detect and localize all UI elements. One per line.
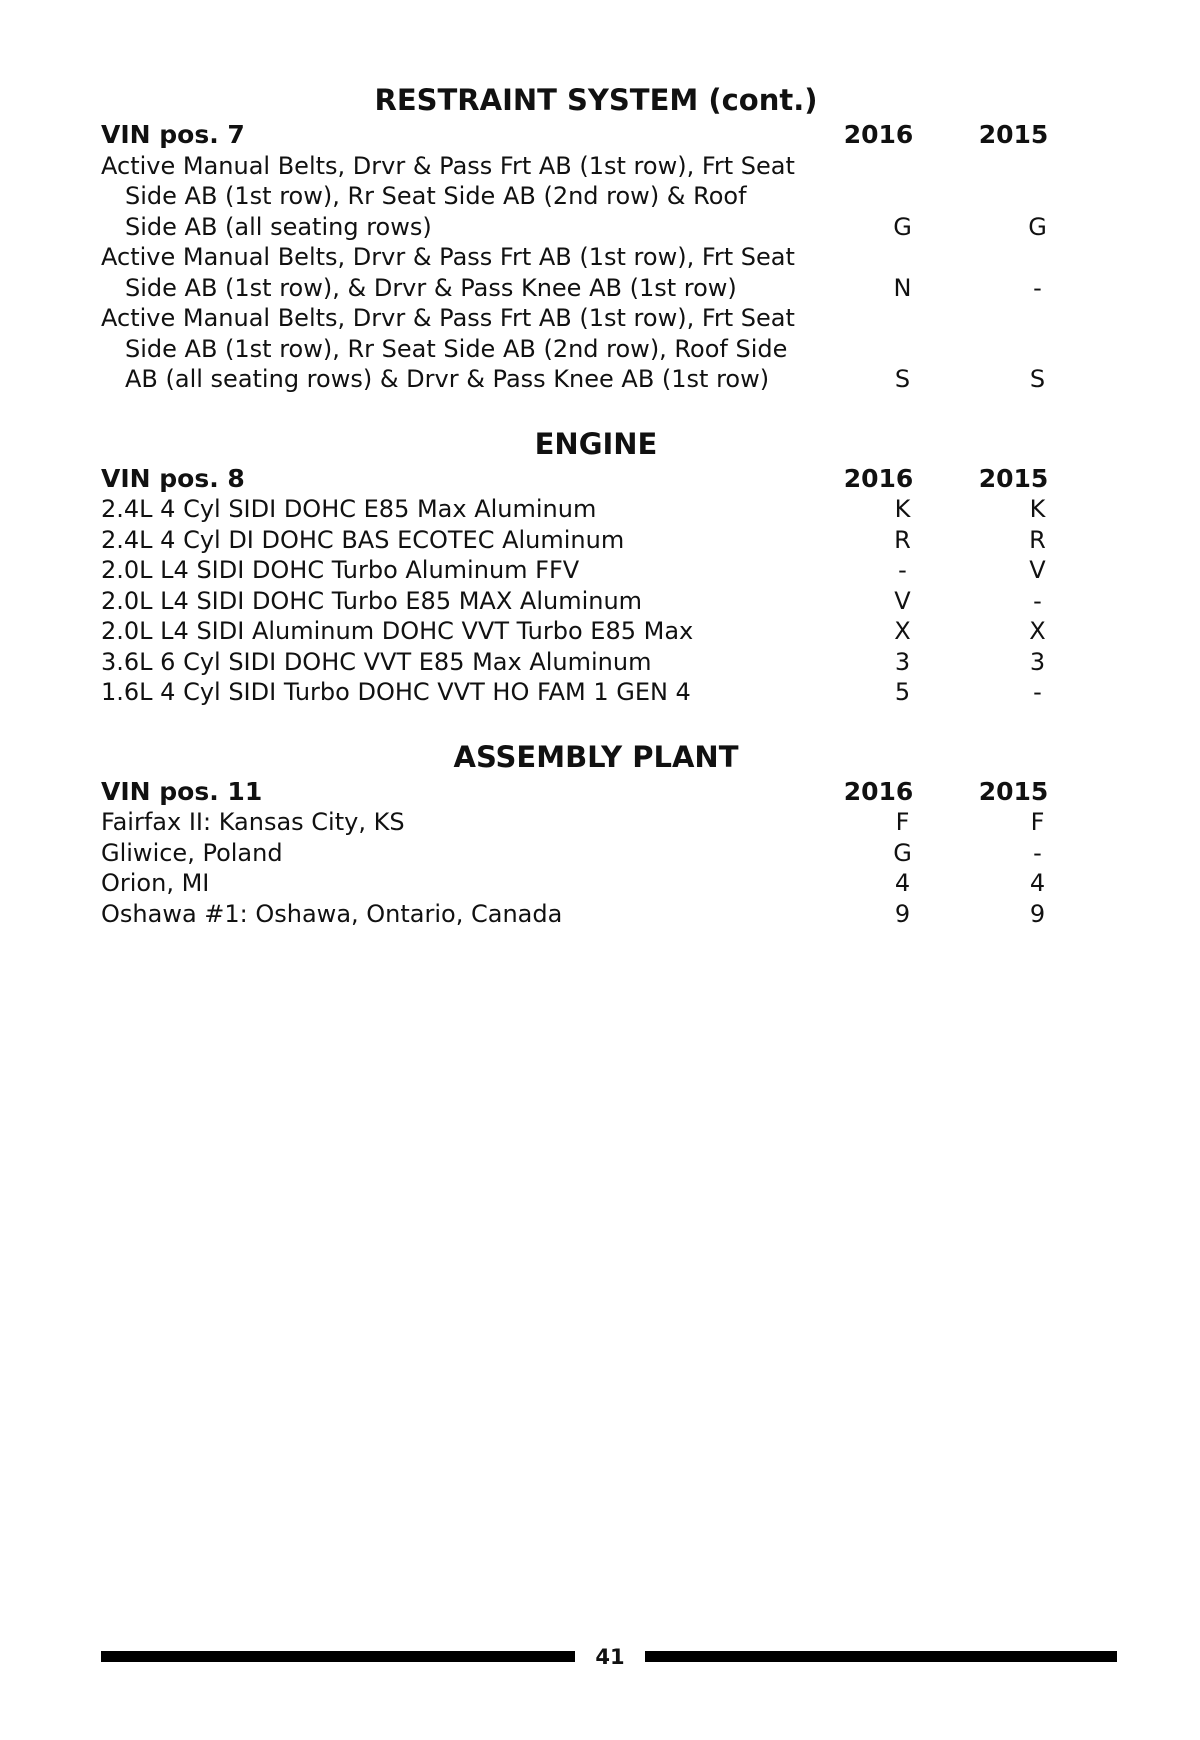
row-description: 2.0L L4 SIDI Aluminum DOHC VVT Turbo E85 Max [101, 617, 694, 645]
row-description: Orion, MI [101, 869, 210, 897]
table-row [101, 807, 1071, 838]
code-2016: - [898, 556, 907, 584]
row-description: 2.4L 4 Cyl DI DOHC BAS ECOTEC Aluminum [101, 525, 625, 554]
table-row [101, 899, 1071, 930]
year-2015-header: 2015 [978, 463, 1049, 493]
code-2015: - [1033, 586, 1042, 615]
row-description: Active Manual Belts, Drvr & Pass Frt AB (1st row), Frt Seat Side AB (1st row), Rr Seat Side AB (2nd row), Roof Side AB (all seating rows) & Drvr & Pass Knee AB (1st row) [101, 304, 795, 393]
row-description: 2.0L L4 SIDI DOHC Turbo Aluminum FFV [101, 556, 580, 584]
code-2016: F [895, 808, 910, 836]
row-description: Active Manual Belts, Drvr & Pass Frt AB (1st row), Frt Seat Side AB (1st row), & Drvr & Pass Knee AB (1st row) [101, 243, 795, 302]
code-2015: R [1029, 525, 1046, 554]
table-header [101, 777, 1071, 808]
code-2015: - [1033, 273, 1042, 302]
code-2015: X [1029, 617, 1046, 645]
row-description: 2.4L 4 Cyl SIDI DOHC E85 Max Aluminum [101, 495, 597, 523]
code-2016: 9 [894, 899, 911, 928]
code-2015: - [1033, 838, 1042, 867]
code-2016: S [894, 365, 911, 393]
code-2015: 3 [1029, 647, 1046, 676]
year-2015-header: 2015 [978, 120, 1049, 149]
table-row [101, 838, 1071, 869]
table-header [101, 464, 1071, 495]
row-description: 3.6L 6 Cyl SIDI DOHC VVT E85 Max Aluminum [101, 647, 652, 676]
code-2016: 3 [894, 647, 911, 676]
code-2015: 4 [1029, 869, 1046, 897]
footer-rule-right [645, 1651, 1117, 1662]
section-title: ASSEMBLY PLANT [453, 739, 739, 774]
table-row [101, 494, 1071, 525]
page-content [101, 80, 1071, 958]
section-title: ENGINE [534, 426, 658, 461]
code-2015: - [1033, 678, 1042, 706]
year-2016-header: 2016 [843, 463, 914, 493]
footer-rule-left [101, 1651, 575, 1662]
table-row [101, 303, 1071, 395]
table-row [101, 525, 1071, 556]
code-2015: S [1029, 365, 1046, 393]
code-2016: G [893, 838, 912, 867]
code-2015: V [1029, 556, 1046, 584]
page-footer [101, 1640, 1117, 1680]
code-2015: G [1028, 212, 1047, 241]
code-2015: F [1030, 808, 1045, 836]
code-2016: X [894, 617, 911, 645]
table-row [101, 868, 1071, 899]
section-assembly-plant [101, 737, 1071, 930]
code-2016: R [894, 525, 911, 554]
row-description: Oshawa #1: Oshawa, Ontario, Canada [101, 899, 563, 928]
code-2016: 4 [894, 869, 911, 897]
code-2015: 9 [1029, 899, 1046, 928]
section-engine [101, 424, 1071, 708]
code-2016: G [893, 212, 912, 241]
table-row [101, 555, 1071, 586]
page-number: 41 [595, 1645, 625, 1669]
year-2016-header: 2016 [843, 120, 914, 149]
vin-position-label: VIN pos. 11 [101, 776, 263, 806]
year-2016-header: 2016 [843, 776, 914, 806]
row-description: Fairfax II: Kansas City, KS [101, 808, 405, 836]
row-description: Active Manual Belts, Drvr & Pass Frt AB (1st row), Frt Seat Side AB (1st row), Rr Seat Side AB (2nd row) & Roof Side AB (all seating rows) [101, 151, 795, 241]
table-row [101, 151, 1071, 243]
section-restraint-system [101, 80, 1071, 395]
year-2015-header: 2015 [978, 776, 1049, 806]
row-description: 1.6L 4 Cyl SIDI Turbo DOHC VVT HO FAM 1 GEN 4 [101, 678, 691, 706]
code-2016: 5 [894, 678, 911, 706]
table-row [101, 586, 1071, 617]
table-header [101, 120, 1071, 151]
table-row [101, 242, 1071, 303]
table-row [101, 616, 1071, 647]
code-2016: K [894, 495, 911, 523]
row-description: 2.0L L4 SIDI DOHC Turbo E85 MAX Aluminum [101, 586, 643, 615]
vin-position-label: VIN pos. 8 [101, 463, 245, 493]
table-row [101, 677, 1071, 708]
code-2016: V [894, 586, 911, 615]
code-2016: N [893, 273, 912, 302]
code-2015: K [1029, 495, 1046, 523]
table-row [101, 647, 1071, 678]
section-title: RESTRAINT SYSTEM (cont.) [374, 83, 818, 117]
vin-position-label: VIN pos. 7 [101, 120, 245, 149]
row-description: Gliwice, Poland [101, 838, 283, 867]
